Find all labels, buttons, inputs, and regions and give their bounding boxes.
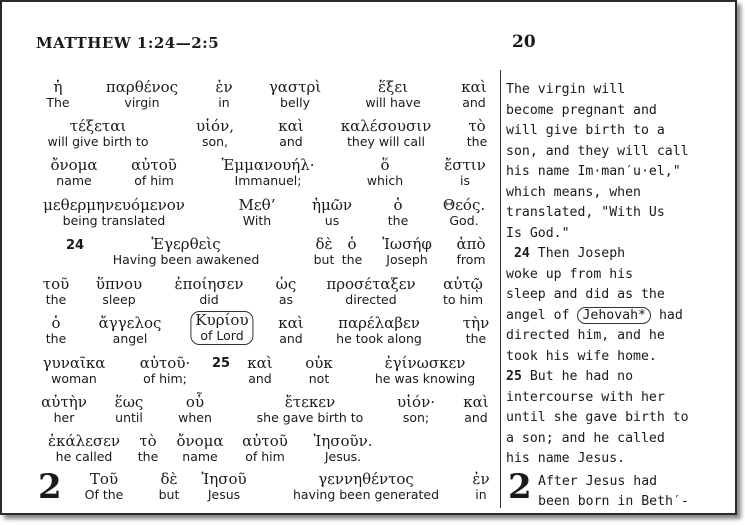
word-pair: ὕπνου sleep xyxy=(95,275,143,307)
word-pair: αὐτοῦ of him xyxy=(131,156,177,188)
english-line: translated, "With Us xyxy=(506,205,665,220)
boxed-word-pair: Κυρίου of Lord xyxy=(190,311,253,345)
word-pair: γεννηθέντος having been generated xyxy=(292,470,440,502)
word-pair: υἱόν, son, xyxy=(196,117,234,149)
english-verse-24-start: 24 Then Joseph xyxy=(513,246,626,261)
word-pair: ὁ the xyxy=(341,235,363,267)
word-pair: καὶ and xyxy=(463,393,489,425)
word-pair: καλέσουσιν they will call xyxy=(340,117,432,149)
word-pair: ὅ which xyxy=(366,156,404,188)
english-line: will give birth to a xyxy=(506,123,665,138)
word-pair: γαστρὶ belly xyxy=(268,78,322,110)
word-pair: υἱόν· son; xyxy=(397,393,435,425)
word-pair: τὸ the xyxy=(466,117,488,149)
english-verse-number-24: 24 xyxy=(513,246,530,261)
word-pair: αὐτῷ to him xyxy=(442,275,484,307)
english-line: son, and they will call xyxy=(506,143,689,159)
word-pair: οὐκ not xyxy=(305,354,333,386)
english-line: took his wife home. xyxy=(506,348,657,364)
column-divider xyxy=(500,70,501,508)
word-pair: ὄνομα name xyxy=(50,156,98,188)
word-pair: γυναῖκα woman xyxy=(42,354,106,386)
english-line: The virgin will xyxy=(506,82,626,97)
word-pair: ἔστιν is xyxy=(444,156,486,188)
word-pair: παρέλαβεν he took along xyxy=(336,314,422,346)
english-line: After Jesus had xyxy=(538,474,658,489)
word-pair: παρθένος virgin xyxy=(105,78,179,110)
word-pair: ὄνομα name xyxy=(176,432,224,464)
english-line: his name Jesus. xyxy=(506,451,626,466)
page-number: 20 xyxy=(512,32,536,52)
word-pair: καὶ and xyxy=(247,354,273,386)
english-verse-number-25: 25 xyxy=(506,369,522,384)
english-verse-25-start: 25 But he had no xyxy=(506,369,634,384)
word-pair: ἔτεκεν she gave birth to xyxy=(256,393,364,425)
word-pair: ἡ The xyxy=(46,78,70,110)
english-line: become pregnant and xyxy=(506,102,657,118)
word-pair: Τοῦ Of the xyxy=(84,470,124,502)
english-line: his name Im·man′u·el," xyxy=(506,164,681,179)
word-pair: αὐτὴν her xyxy=(41,393,87,425)
word-pair: αὐτοῦ of him xyxy=(242,432,288,464)
word-pair: αὐτοῦ· of him; xyxy=(139,354,191,386)
jehovah-footnote-link[interactable]: Jehovah* xyxy=(577,307,651,324)
english-line: which means, when xyxy=(506,184,641,200)
word-pair: Ἰησοῦν. Jesus. xyxy=(313,432,373,464)
verse-number-25: 25 xyxy=(212,356,231,371)
word-pair: Ἐγερθεὶς Having been awakened xyxy=(112,235,260,267)
word-pair: ἐν in xyxy=(472,470,490,502)
english-line: intercourse with her xyxy=(506,389,665,405)
word-pair: δὲ but xyxy=(313,235,335,267)
word-pair: καὶ and xyxy=(278,314,304,346)
english-chapter-number-2: 2 xyxy=(508,467,532,507)
english-line-jehovah: angel of Jehovah* had xyxy=(506,307,683,323)
word-pair: ἄγγελος angel xyxy=(98,314,162,346)
english-line: directed him, and he xyxy=(506,328,665,343)
english-line: been born in Beth′- xyxy=(538,494,689,509)
word-pair: ἐκάλεσεν he called xyxy=(48,432,120,464)
word-pair: ὁ the xyxy=(45,314,67,346)
word-pair: ἡμῶν us xyxy=(311,196,353,228)
word-pair: τὴν the xyxy=(462,314,490,346)
word-pair: προσέταξεν directed xyxy=(326,275,416,307)
english-line: a son; and he called xyxy=(506,430,665,446)
english-line: woke up from his xyxy=(506,266,634,282)
word-pair: Θεός. God. xyxy=(442,196,486,228)
word-pair: τέξεται will give birth to xyxy=(47,117,149,149)
chapter-number-2: 2 xyxy=(38,467,62,507)
word-pair: ὡς as xyxy=(275,275,297,307)
english-line: until she gave birth to xyxy=(506,410,689,425)
english-chapter-2-text xyxy=(538,472,689,512)
word-pair: ὁ the xyxy=(387,196,409,228)
word-pair: τοῦ the xyxy=(42,275,70,307)
word-pair: ἐποίησεν did xyxy=(174,275,244,307)
word-pair: Ἰωσήφ Joseph xyxy=(382,235,432,267)
word-pair: Ἐμμανουήλ· Immanuel; xyxy=(221,156,315,188)
word-pair: ἀπὸ from xyxy=(456,235,486,267)
word-pair: καὶ and xyxy=(461,78,487,110)
word-pair: ἐν in xyxy=(215,78,233,110)
word-pair: ἕξει will have xyxy=(365,78,421,110)
word-pair: Μεθ’ With xyxy=(238,196,276,228)
verse-number-24: 24 xyxy=(66,238,85,253)
word-pair: τὸ the xyxy=(137,432,159,464)
english-translation xyxy=(506,80,734,470)
english-line: Is God." xyxy=(506,225,570,241)
english-line: sleep and did as the xyxy=(506,287,665,302)
word-pair: καὶ and xyxy=(278,117,304,149)
word-pair: Ἰησοῦ Jesus xyxy=(201,470,247,502)
word-pair: ἕως until xyxy=(114,393,144,425)
word-pair: οὗ when xyxy=(178,393,212,425)
word-pair: δὲ but xyxy=(158,470,180,502)
word-pair: ἐγίνωσκεν he was knowing xyxy=(374,354,476,386)
word-pair: μεθερμηνευόμενον being translated xyxy=(43,196,185,228)
chapter-heading: MATTHEW 1:24—2:5 xyxy=(36,34,220,52)
